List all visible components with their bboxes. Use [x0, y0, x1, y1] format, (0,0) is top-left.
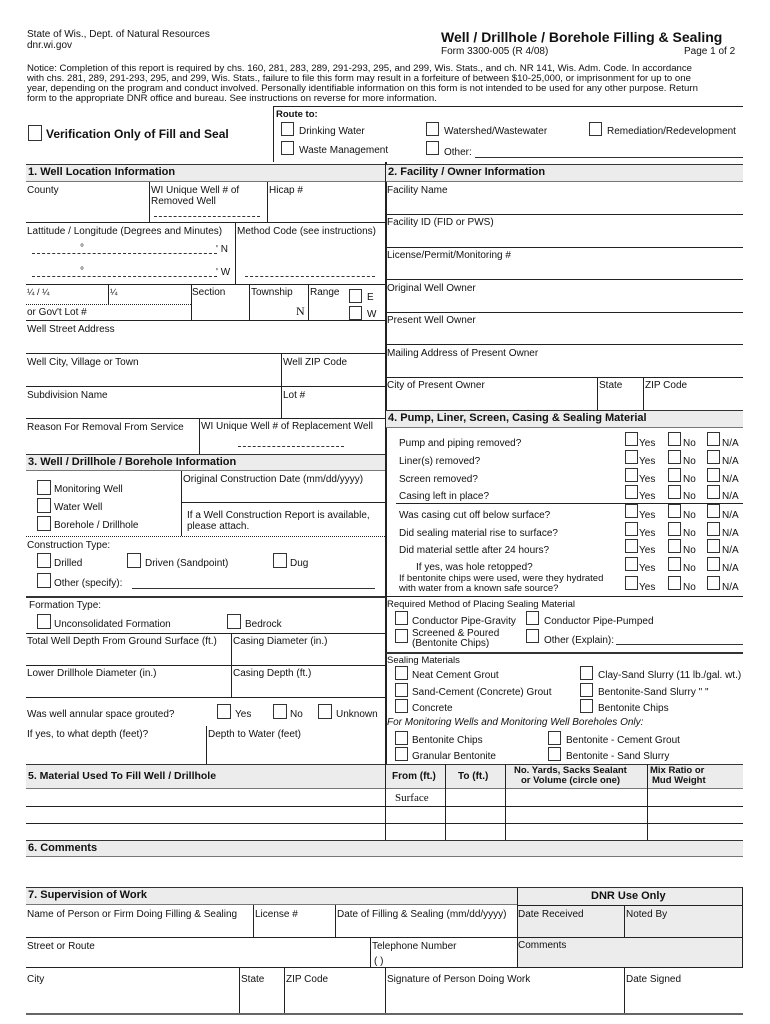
borehole-checkbox[interactable] — [37, 516, 51, 531]
facility-name-label: Facility Name — [387, 185, 448, 196]
na-label: N/A — [722, 582, 739, 593]
grouted-yes-label: Yes — [235, 709, 252, 720]
divider — [149, 182, 150, 222]
subdivision-label: Subdivision Name — [27, 390, 108, 401]
divider — [26, 806, 743, 807]
unconsolidated-label: Unconsolidated Formation — [54, 619, 171, 630]
driven-checkbox[interactable] — [127, 553, 141, 568]
yes-checkbox[interactable] — [625, 485, 638, 499]
page-number: Page 1 of 2 — [684, 46, 736, 57]
bentonite-sand-slurry-checkbox[interactable] — [580, 683, 593, 697]
section2-header: 2. Facility / Owner Information — [386, 164, 743, 182]
concrete-checkbox[interactable] — [395, 699, 408, 713]
bentonite-chips-label: Bentonite Chips — [598, 703, 669, 714]
col-from-header: From (ft.) — [392, 771, 436, 782]
no-label: No — [683, 438, 696, 449]
q-casing-cut: Was casing cut off below surface? — [399, 510, 551, 521]
method-other-checkbox[interactable] — [526, 629, 539, 643]
neat-cement-checkbox[interactable] — [395, 666, 408, 680]
row1-from-value[interactable]: Surface — [395, 792, 429, 804]
agency-website: dnr.wi.gov — [27, 40, 73, 51]
mon-bentonite-sand-label: Bentonite - Sand Slurry — [566, 751, 670, 762]
yes-checkbox[interactable] — [625, 522, 638, 536]
divider — [385, 764, 386, 840]
na-label: N/A — [722, 456, 739, 467]
report-note-1: If a Well Construction Report is available, — [187, 510, 370, 521]
lot-label: Lot # — [283, 390, 306, 401]
city-label: City — [27, 974, 45, 985]
section5-title: 5. Material Used To Fill Well / Drillhole — [28, 770, 217, 782]
monitoring-title: For Monitoring Wells and Monitoring Well Boreholes Only: — [387, 717, 644, 728]
divider — [284, 967, 285, 1014]
route-other-checkbox[interactable] — [426, 141, 439, 155]
na-checkbox[interactable] — [707, 539, 720, 553]
no-label: No — [683, 510, 696, 521]
divider — [26, 596, 385, 598]
form-number: Form 3300-005 (R 4/08) — [441, 46, 549, 57]
depth-water-label: Depth to Water (feet) — [208, 729, 301, 740]
date-received-label: Date Received — [518, 909, 584, 920]
driven-label: Driven (Sandpoint) — [145, 558, 229, 569]
longitude-input[interactable] — [32, 276, 217, 277]
no-label: No — [683, 563, 696, 574]
grouted-no-checkbox[interactable] — [273, 704, 287, 719]
divider — [267, 182, 268, 222]
divider — [26, 633, 385, 634]
casing-diameter-label: Casing Diameter (in.) — [233, 636, 328, 647]
q-material-settle: Did material settle after 24 hours? — [399, 545, 550, 556]
section3-header: 3. Well / Drillhole / Borehole Information — [26, 454, 385, 471]
lat-long-label: Lattitude / Longitude (Degrees and Minutes) — [27, 226, 223, 237]
route-remediation-checkbox[interactable] — [589, 122, 602, 136]
unconsolidated-checkbox[interactable] — [37, 614, 51, 629]
col-volume-header-1: No. Yards, Sacks Sealant — [514, 765, 627, 776]
no-checkbox[interactable] — [668, 468, 681, 482]
divider — [26, 320, 385, 321]
no-label: No — [683, 491, 696, 502]
na-checkbox[interactable] — [707, 522, 720, 536]
form-title: Well / Drillhole / Borehole Filling & Sealing — [441, 29, 723, 45]
formation-type-label: Formation Type: — [29, 600, 102, 611]
divider — [643, 377, 644, 410]
divider — [308, 284, 309, 320]
notice-line-4: form to the appropriate DNR office and bureau. See instructions on reverse for more information. — [27, 93, 437, 104]
divider — [235, 222, 236, 284]
range-east-checkbox[interactable] — [349, 289, 362, 303]
water-well-label: Water Well — [54, 502, 103, 513]
divider — [26, 386, 385, 387]
well-street-address-label: Well Street Address — [27, 324, 115, 335]
well-city-label: Well City, Village or Town — [27, 357, 139, 368]
divider — [253, 905, 254, 937]
verification-only-checkbox[interactable] — [28, 125, 42, 141]
route-drinking-water-checkbox[interactable] — [281, 122, 294, 136]
wi-unique-replacement-input[interactable] — [238, 446, 344, 447]
bedrock-label: Bedrock — [245, 619, 282, 630]
no-checkbox[interactable] — [668, 504, 681, 518]
na-label: N/A — [722, 545, 739, 556]
mon-bentonite-chips-checkbox[interactable] — [395, 731, 408, 745]
quarter-quarter-label: ¼ / ¼ — [27, 287, 50, 297]
na-label: N/A — [722, 491, 739, 502]
no-checkbox[interactable] — [668, 557, 681, 571]
what-depth-label: If yes, to what depth (feet)? — [27, 729, 149, 740]
drilled-checkbox[interactable] — [37, 553, 51, 568]
no-checkbox[interactable] — [668, 432, 681, 446]
yes-label: Yes — [639, 456, 656, 467]
mailing-address-label: Mailing Address of Present Owner — [387, 348, 539, 359]
bentonite-chips-checkbox[interactable] — [580, 699, 593, 713]
no-checkbox[interactable] — [668, 450, 681, 464]
bedrock-checkbox[interactable] — [227, 614, 241, 629]
divider — [26, 697, 385, 698]
sand-cement-checkbox[interactable] — [395, 683, 408, 697]
no-label: No — [683, 582, 696, 593]
north-label: ' N — [216, 244, 228, 255]
divider — [26, 418, 385, 419]
section1-header: 1. Well Location Information — [26, 164, 385, 182]
lower-diameter-label: Lower Drillhole Diameter (in.) — [27, 668, 157, 679]
yes-label: Yes — [639, 438, 656, 449]
divider — [386, 377, 743, 378]
orig-construction-date-label: Original Construction Date (mm/dd/yyyy) — [183, 474, 364, 485]
na-label: N/A — [722, 474, 739, 485]
route-to-label: Route to: — [276, 109, 318, 120]
method-title: Required Method of Placing Sealing Material — [387, 599, 575, 610]
q-bentonite-2: with water from a known safe source? — [399, 583, 559, 594]
yes-label: Yes — [639, 563, 656, 574]
divider — [505, 764, 506, 840]
divider — [181, 471, 182, 536]
divider — [517, 905, 743, 906]
no-checkbox[interactable] — [668, 539, 681, 553]
divider — [181, 502, 385, 503]
latitude-input[interactable] — [32, 253, 217, 254]
neat-cement-label: Neat Cement Grout — [412, 670, 499, 681]
notice-line-2: with chs. 281, 289, 291-293, 295, and 299, Wis. Stats., failure to file this form may result in a forfeiture of between $10-25,000, or imprisonment for up to one — [27, 73, 691, 84]
license-label: License # — [255, 909, 298, 920]
signature-label: Signature of Person Doing Work — [387, 974, 531, 985]
owner-state-label: State — [599, 380, 623, 391]
telephone-input[interactable]: ( ) — [374, 956, 384, 967]
route-waste-management-label: Waste Management — [299, 145, 389, 156]
na-label: N/A — [722, 438, 739, 449]
method-other-input[interactable] — [616, 644, 743, 645]
q-screen-removed: Screen removed? — [399, 474, 478, 485]
gov-lot-label: or Gov't Lot # — [27, 307, 87, 318]
drilled-label: Drilled — [54, 558, 83, 569]
q-liner-removed: Liner(s) removed? — [399, 456, 481, 467]
divider — [385, 967, 386, 1014]
section-label: Section — [192, 287, 226, 298]
q-bentonite-1: If bentonite chips were used, were they hydrated — [399, 573, 604, 584]
q-material-rise: Did sealing material rise to surface? — [399, 528, 558, 539]
q-casing-left: Casing left in place? — [399, 491, 490, 502]
yes-label: Yes — [639, 474, 656, 485]
screened-poured-checkbox[interactable] — [395, 629, 408, 643]
no-label: No — [683, 456, 696, 467]
yes-checkbox[interactable] — [625, 557, 638, 571]
divider — [597, 377, 598, 410]
zip-label: ZIP Code — [286, 974, 329, 985]
screened-poured-label: Screened & Poured — [412, 628, 500, 639]
divider — [386, 596, 743, 597]
water-well-checkbox[interactable] — [37, 498, 51, 513]
mon-bentonite-cement-checkbox[interactable] — [548, 731, 561, 745]
divider — [386, 312, 743, 313]
route-drinking-water-label: Drinking Water — [299, 126, 365, 137]
date-filling-label: Date of Filling & Sealing (mm/dd/yyyy) — [337, 909, 507, 920]
wi-unique-removed-label-2: Removed Well — [151, 196, 216, 207]
divider — [239, 967, 240, 1014]
monitoring-well-label: Monitoring Well — [54, 484, 123, 495]
other-construction-label: Other (specify): — [54, 578, 123, 589]
na-checkbox[interactable] — [707, 557, 720, 571]
yes-label: Yes — [639, 491, 656, 502]
west-label: ' W — [216, 267, 231, 278]
yes-checkbox[interactable] — [625, 504, 638, 518]
mon-granular-bentonite-label: Granular Bentonite — [412, 751, 496, 762]
col-volume-header-2: or Volume (circle one) — [521, 775, 621, 786]
grouted-unknown-label: Unknown — [336, 709, 378, 720]
divider — [386, 214, 743, 215]
verification-only-label: Verification Only of Fill and Seal — [46, 127, 229, 141]
conductor-pumped-label: Conductor Pipe-Pumped — [544, 616, 654, 627]
divider — [26, 284, 385, 285]
q-retopped: If yes, was hole retopped? — [416, 562, 533, 573]
clay-sand-checkbox[interactable] — [580, 666, 593, 680]
materials-title: Sealing Materials — [387, 655, 460, 666]
name-firm-label: Name of Person or Firm Doing Filling & Sealing — [27, 909, 238, 920]
divider — [26, 536, 385, 537]
yes-checkbox[interactable] — [625, 432, 638, 446]
divider — [249, 284, 250, 320]
col-to-header: To (ft.) — [458, 771, 489, 782]
other-construction-input[interactable] — [132, 588, 375, 589]
method-code-input[interactable] — [245, 276, 375, 277]
wi-unique-removed-label-1: WI Unique Well # of — [151, 185, 240, 196]
route-other-label: Other: — [444, 147, 472, 158]
divider — [26, 1013, 743, 1015]
method-code-label: Method Code (see instructions) — [237, 226, 376, 237]
divider — [624, 905, 625, 937]
range-label: Range — [310, 287, 340, 298]
notice-line-3: year, depending on the program and conduct involved. Personally identifiable information on this form is not intended to be used for any other purpose. Return — [27, 83, 698, 94]
monitoring-well-checkbox[interactable] — [37, 480, 51, 495]
conductor-pumped-checkbox[interactable] — [526, 611, 539, 625]
col-mix-header-1: Mix Ratio or — [650, 765, 705, 776]
divider — [386, 344, 743, 345]
hicap-label: Hicap # — [269, 185, 303, 196]
license-permit-label: License/Permit/Monitoring # — [387, 250, 511, 261]
noted-by-label: Noted By — [626, 909, 668, 920]
na-checkbox[interactable] — [707, 504, 720, 518]
route-waste-management-checkbox[interactable] — [281, 141, 294, 155]
divider — [386, 247, 743, 248]
divider — [396, 503, 743, 504]
clay-sand-label: Clay-Sand Slurry (11 lb./gal. wt.) — [598, 670, 742, 681]
col-mix-header-2: Mud Weight — [652, 775, 706, 786]
no-checkbox[interactable] — [668, 485, 681, 499]
divider — [26, 937, 743, 938]
state-label: State — [241, 974, 265, 985]
divider — [624, 967, 625, 1014]
divider — [445, 764, 446, 840]
dug-label: Dug — [290, 558, 309, 569]
borehole-label: Borehole / Drillhole — [54, 520, 139, 531]
grouted-no-label: No — [290, 709, 303, 720]
sand-cement-label: Sand-Cement (Concrete) Grout — [412, 687, 552, 698]
divider — [647, 764, 648, 840]
date-signed-label: Date Signed — [626, 974, 682, 985]
route-watershed-checkbox[interactable] — [426, 122, 439, 136]
route-remediation-label: Remediation/Redevelopment — [607, 126, 736, 137]
concrete-label: Concrete — [412, 703, 453, 714]
yes-checkbox[interactable] — [625, 539, 638, 553]
wi-unique-replacement-label: WI Unique Well # of Replacement Well — [201, 421, 373, 432]
no-label: No — [683, 545, 696, 556]
range-west-label: W — [367, 309, 377, 320]
conductor-gravity-label: Conductor Pipe-Gravity — [412, 616, 516, 627]
na-label: N/A — [722, 510, 739, 521]
q-pump-removed: Pump and piping removed? — [399, 438, 522, 449]
county-label: County — [27, 185, 59, 196]
divider — [335, 905, 336, 937]
township-n: N — [296, 304, 305, 318]
section7-header: 7. Supervision of Work — [26, 887, 517, 905]
yes-checkbox[interactable] — [625, 576, 638, 590]
facility-id-label: Facility ID (FID or PWS) — [387, 217, 494, 228]
divider — [199, 418, 200, 454]
range-east-label: E — [367, 292, 374, 303]
no-checkbox[interactable] — [668, 576, 681, 590]
range-west-checkbox[interactable] — [349, 306, 362, 320]
wi-unique-removed-input[interactable] — [154, 216, 260, 217]
route-box-top — [273, 106, 743, 107]
conductor-gravity-checkbox[interactable] — [395, 611, 408, 625]
no-checkbox[interactable] — [668, 522, 681, 536]
na-label: N/A — [722, 563, 739, 574]
section4-header: 4. Pump, Liner, Screen, Casing & Sealing Material — [386, 410, 743, 428]
method-other-label: Other (Explain): — [544, 635, 615, 646]
divider — [386, 652, 743, 654]
na-checkbox[interactable] — [707, 432, 720, 446]
dnr-comments-label: Comments — [518, 940, 567, 951]
yes-label: Yes — [639, 582, 656, 593]
comments-input[interactable] — [26, 858, 743, 886]
na-checkbox[interactable] — [707, 468, 720, 482]
grouted-yes-checkbox[interactable] — [217, 704, 231, 719]
divider — [26, 304, 191, 305]
yes-label: Yes — [639, 510, 656, 521]
bentonite-sand-slurry-label: Bentonite-Sand Slurry " " — [598, 687, 709, 698]
mon-bentonite-sand-checkbox[interactable] — [548, 747, 561, 761]
dug-checkbox[interactable] — [273, 553, 287, 568]
well-zip-label: Well ZIP Code — [283, 357, 348, 368]
route-watershed-label: Watershed/Wastewater — [444, 126, 548, 137]
yes-label: Yes — [639, 545, 656, 556]
agency-name: State of Wis., Dept. of Natural Resources — [27, 29, 210, 40]
total-depth-label: Total Well Depth From Ground Surface (ft.) — [27, 636, 217, 647]
no-label: No — [683, 474, 696, 485]
route-other-input[interactable] — [475, 157, 743, 158]
present-owner-label: Present Well Owner — [387, 315, 476, 326]
owner-zip-label: ZIP Code — [645, 380, 688, 391]
telephone-label: Telephone Number — [372, 941, 457, 952]
divider — [26, 665, 385, 666]
bentonite-chips-sub-label: (Bentonite Chips) — [412, 638, 490, 649]
casing-depth-label: Casing Depth (ft.) — [233, 668, 312, 679]
divider — [108, 284, 109, 304]
township-label: Township — [251, 287, 293, 298]
deg-symbol: ° — [80, 266, 84, 277]
na-label: N/A — [722, 528, 739, 539]
grouted-question: Was well annular space grouted? — [27, 709, 175, 720]
quarter-label: ¼ — [110, 287, 118, 297]
notice-line-1: Notice: Completion of this report is required by chs. 160, 281, 283, 289, 291-293, 295, and 299, Wis. Stats., and ch. NR 141, Wis. Adm. Code. In accordance — [27, 63, 692, 74]
divider — [206, 726, 207, 764]
mon-bentonite-chips-label: Bentonite Chips — [412, 735, 483, 746]
construction-type-label: Construction Type: — [27, 540, 111, 551]
report-note-2: please attach. — [187, 521, 250, 532]
divider — [386, 279, 743, 280]
na-checkbox[interactable] — [707, 450, 720, 464]
reason-removal-label: Reason For Removal From Service — [27, 422, 184, 433]
yes-label: Yes — [639, 528, 656, 539]
divider — [26, 222, 385, 223]
deg-symbol: ° — [80, 243, 84, 254]
mon-bentonite-cement-label: Bentonite - Cement Grout — [566, 735, 680, 746]
other-construction-checkbox[interactable] — [37, 573, 51, 588]
section6-header: 6. Comments — [26, 840, 743, 857]
street-label: Street or Route — [27, 941, 95, 952]
na-checkbox[interactable] — [707, 576, 720, 590]
no-label: No — [683, 528, 696, 539]
grouted-unknown-checkbox[interactable] — [318, 704, 332, 719]
yes-checkbox[interactable] — [625, 450, 638, 464]
divider — [26, 823, 743, 824]
divider — [26, 353, 385, 354]
city-owner-label: City of Present Owner — [387, 380, 485, 391]
mon-granular-bentonite-checkbox[interactable] — [395, 747, 408, 761]
yes-checkbox[interactable] — [625, 468, 638, 482]
route-box-left — [273, 106, 274, 162]
na-checkbox[interactable] — [707, 485, 720, 499]
divider — [370, 937, 371, 967]
original-owner-label: Original Well Owner — [387, 283, 476, 294]
dnr-use-only-title: DNR Use Only — [591, 890, 666, 902]
